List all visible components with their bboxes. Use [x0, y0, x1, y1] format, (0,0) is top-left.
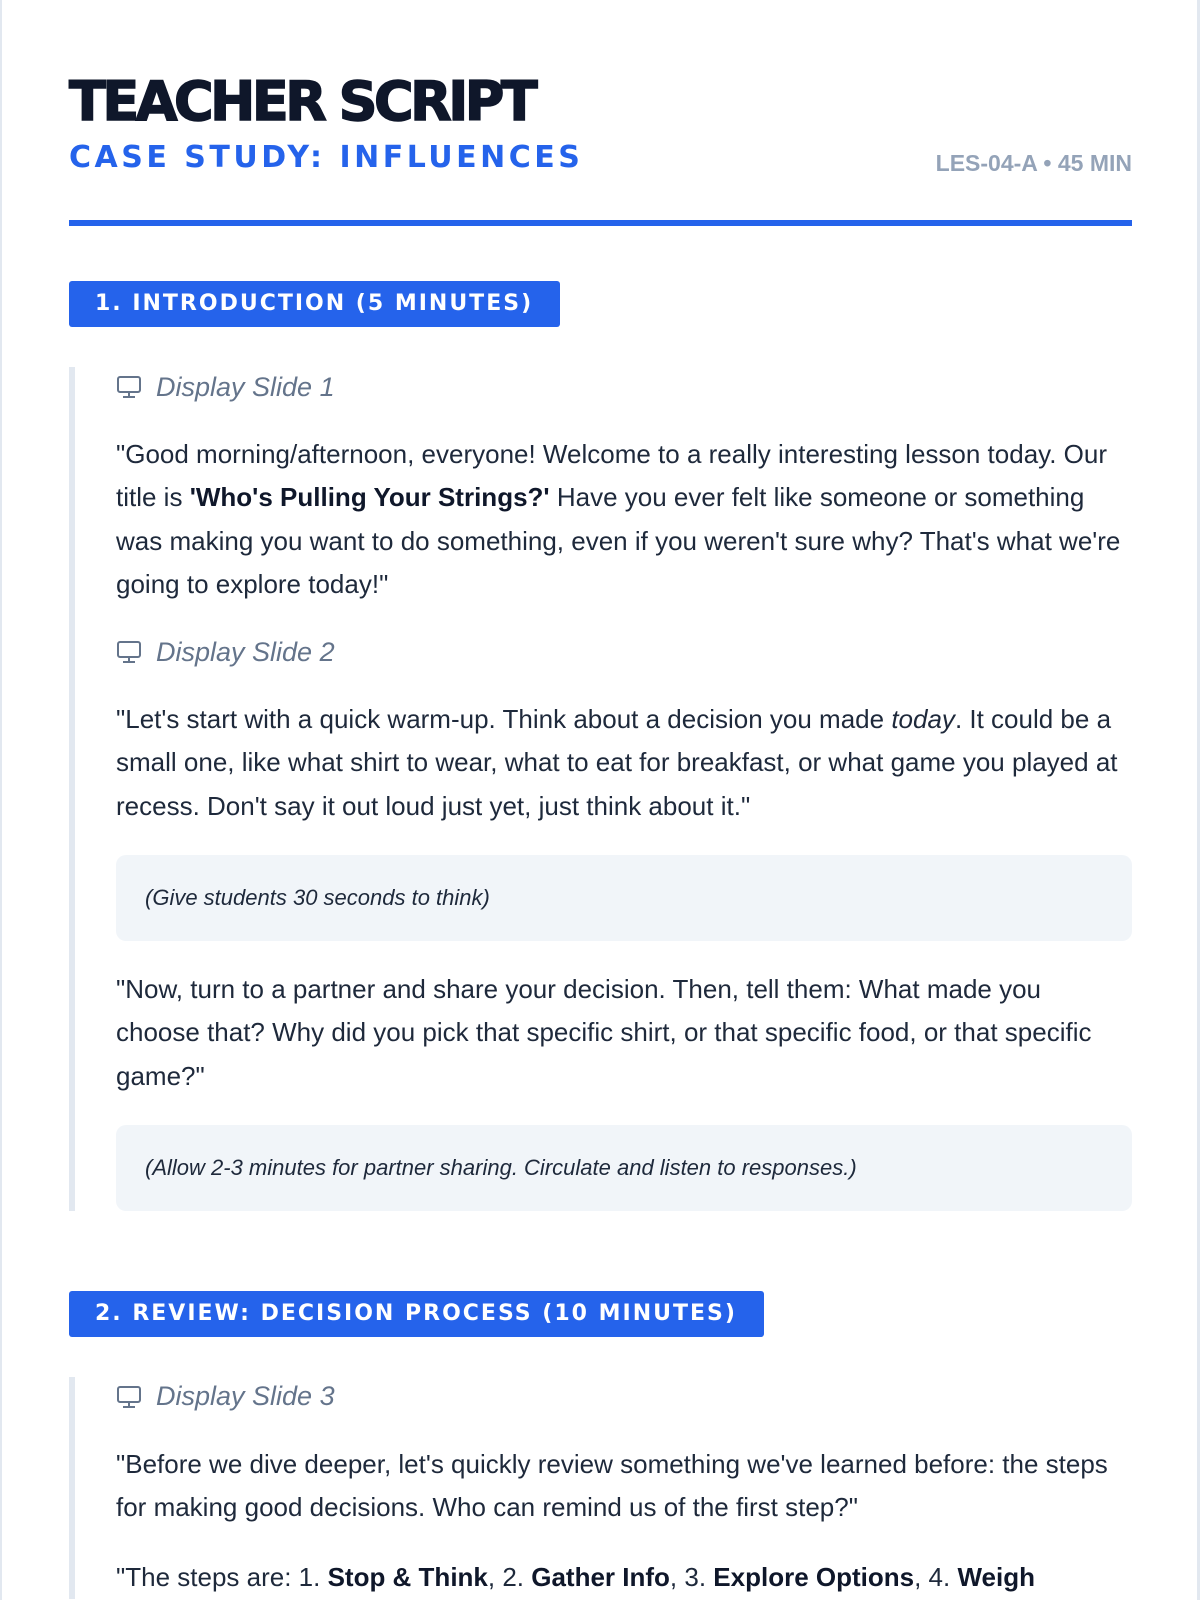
script-paragraph: "Now, turn to a partner and share your decision. Then, tell them: What made you choose that? Why did you pick that specific shirt, or that specific food, or that specific game?" [116, 974, 1092, 1091]
monitor-icon [116, 374, 142, 400]
section-heading: 2. REVIEW: DECISION PROCESS (10 MINUTES) [69, 1291, 764, 1337]
section-body [69, 367, 1132, 1211]
text-run: "The steps are: 1. [116, 1561, 328, 1592]
text-emphasis: today [891, 704, 955, 735]
stage-direction-note: (Give students 30 seconds to think) [116, 855, 1132, 941]
script-paragraph: "Before we dive deeper, let's quickly review something we've learned before: the steps for making good decisions. Who can remind us of the first step?" [116, 1448, 1108, 1523]
monitor-icon [116, 639, 142, 665]
slide-cue [116, 1377, 1132, 1417]
document-page [69, 0, 1132, 1599]
slide-cue [116, 367, 1132, 407]
stage-direction-note: (Allow 2-3 minutes for partner sharing. Circulate and listen to responses.) [116, 1125, 1132, 1211]
document-title: TEACHER SCRIPT [69, 70, 535, 133]
header-divider [69, 220, 1132, 226]
section-heading: 1. INTRODUCTION (5 MINUTES) [69, 281, 560, 327]
script-paragraph [116, 698, 1132, 828]
text-run: , 4. [914, 1561, 958, 1592]
slide-cue-label: Display Slide 2 [156, 636, 335, 667]
section-introduction [69, 281, 1132, 1211]
section-review [69, 1291, 1132, 1599]
text-run: , 3. [669, 1561, 714, 1592]
slide-cue-label: Display Slide 1 [156, 371, 335, 402]
step-emphasis: Gather Info [531, 1561, 670, 1592]
document-subtitle: CASE STUDY: INFLUENCES [69, 140, 584, 175]
document-header [69, 0, 1132, 226]
step-emphasis: Explore Options [713, 1561, 915, 1592]
slide-cue-label: Display Slide 3 [156, 1381, 335, 1412]
slide-cue [116, 632, 1132, 672]
text-run: "Let's start with a quick warm-up. Think about a decision you made [116, 704, 892, 735]
text-run: Have you ever felt like someone or something was making you want to do something, even if you weren't sure why? That's what we're going to explore today!" [116, 482, 1121, 599]
text-run: . It could be a small one, like what shirt to wear, what to eat for breakfast, or what game you played at recess. Don't say it out loud just yet, just think about it." [116, 704, 1118, 821]
section-body [69, 1377, 1132, 1599]
script-paragraph [116, 1556, 1132, 1599]
step-emphasis: Weigh [957, 1561, 1035, 1592]
step-emphasis: Stop & Think [327, 1561, 488, 1592]
monitor-icon [116, 1384, 142, 1410]
page-edge-left [0, 0, 2, 1600]
lesson-meta: LES-04-A • 45 MIN [935, 150, 1132, 176]
text-run: "Good morning/afternoon, everyone! Welcome to a really interesting lesson today. Our title is [116, 439, 1108, 513]
text-run: , 2. [487, 1561, 532, 1592]
lesson-title-emphasis: 'Who's Pulling Your Strings?' [189, 482, 550, 513]
script-paragraph [116, 433, 1132, 606]
